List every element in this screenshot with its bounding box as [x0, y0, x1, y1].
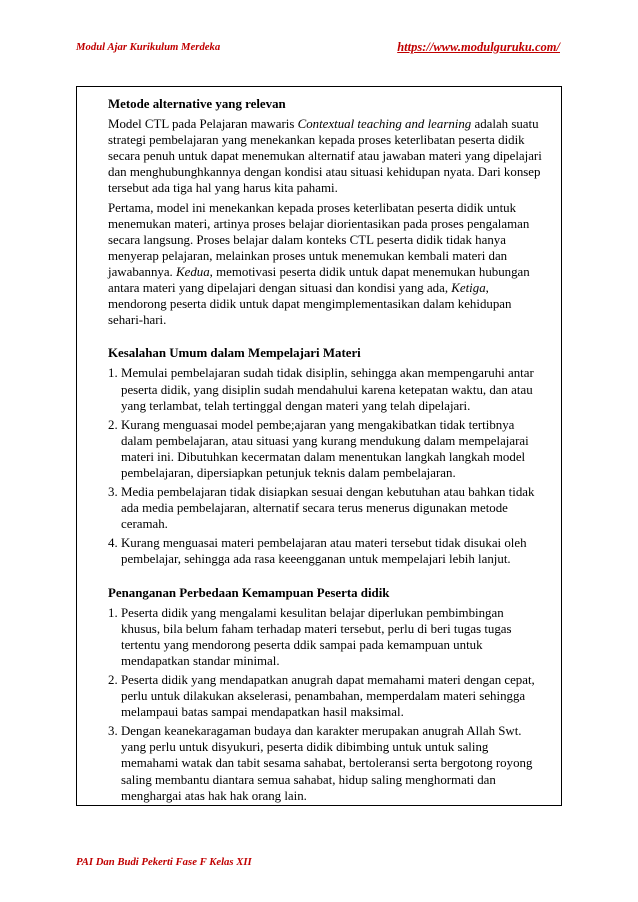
list-item	[108, 365, 543, 413]
text-line: saling membantu diantara semua sahabat, hidup saling menghormati dan	[121, 772, 496, 787]
module-title: Modul Ajar Kurikulum Merdeka	[76, 41, 221, 53]
content-section	[108, 345, 543, 567]
text-line: perlu untuk dilakukan akselerasi, penambahan, memperdalam materi sehingga	[121, 689, 526, 704]
section-heading: Metode alternative yang relevan	[108, 97, 286, 111]
text-line: Kurang menguasai model pembe;ajaran yang mengakibatkan tidak tertibnya	[121, 417, 515, 432]
text-run: Model CTL pada Pelajaran mawaris	[108, 117, 298, 132]
text-run: , memotivasi peserta didik untuk dapat menemukan hubungan	[209, 264, 530, 279]
text-line: Peserta didik yang mendapatkan anugrah dapat memahami materi dengan cepat,	[121, 673, 535, 687]
text-line: tertentu yang mendorong peserta ddik sampai pada kemampuan untuk	[121, 637, 483, 652]
text-line: ada media pembelajaran, alternatif secara terus menerus digunakan metode	[121, 501, 508, 516]
text-line: peserta didik, yang disiplin sudah mendahului karena ketepatan waktu, dan atau	[121, 382, 533, 397]
list-number: 2.	[108, 417, 118, 432]
list-item-text	[121, 417, 543, 481]
text-line: strategi pembelajaran yang menekankan kepada proses keterlibatan peserta didik	[108, 133, 525, 148]
text-line: sehari-hari.	[108, 313, 167, 328]
italic-term: Ketiga	[451, 281, 486, 296]
footer-subject: PAI Dan Budi Pekerti Fase F Kelas XII	[76, 856, 252, 868]
text-line: yang perlu untuk disyukuri, peserta didik dibimbing untuk untuk saling	[121, 740, 489, 755]
text-line: menghargai atas hak hak orang lain.	[121, 788, 307, 803]
paragraph	[108, 116, 543, 196]
italic-term: Contextual teaching and learning	[297, 117, 472, 132]
text-line: melampaui batas sampai mendapatkan hasil maksimal.	[121, 705, 404, 720]
section-heading: Kesalahan Umum dalam Mempelajari Materi	[108, 346, 361, 361]
italic-term: Kedua	[176, 264, 210, 279]
text-run: jawabannya.	[108, 264, 177, 279]
paragraph	[108, 200, 543, 329]
text-line: yang terlambat, telah tertinggal dengan materi yang telah dipelajari.	[121, 398, 471, 413]
text-line: pembelajaran, dipersiapkan petunjuk teknis dalam pembelajaran.	[121, 465, 456, 480]
list-item	[108, 672, 543, 720]
text-line: Kurang menguasai materi pembelajaran atau materi tersebut tidak disukai oleh	[121, 536, 527, 551]
list-number: 1.	[108, 605, 118, 620]
text-line: dan menghubunghkannya dengan kondisi atau situasi kehidupan nyata. Dari konsep	[108, 165, 541, 180]
list-item-text	[121, 484, 543, 532]
list-number: 2.	[108, 673, 118, 687]
text-line: menyerap pelajaran, melainkan proses untuk menemukan kembali materi dan	[108, 248, 508, 263]
text-line: Memulai pembelajaran sudah tidak disiplin, sehingga akan mempengaruhi antar	[121, 366, 534, 381]
list-number: 3.	[108, 485, 118, 500]
list-item	[108, 535, 543, 567]
text-run: ,	[485, 281, 489, 296]
text-line	[108, 116, 543, 132]
list-item-text	[121, 723, 543, 803]
text-line: pembelajar, sehingga ada rasa keeengganan untuk mempelajari lebih lanjut.	[121, 552, 511, 567]
text-line: memahami watak dan tabit sesama sahabat, bertoleransi serta bergotong royong	[121, 756, 533, 771]
text-line: secara langsung. Proses belajar dalam konteks CTL peserta didik tidak hanya	[108, 232, 506, 247]
content-section	[108, 96, 543, 328]
list-number: 3.	[108, 724, 118, 739]
content-section	[108, 585, 543, 804]
list-number: 1.	[108, 366, 118, 381]
section-heading: Penanganan Perbedaan Kemampuan Peserta didik	[108, 585, 390, 600]
list-item-text	[121, 365, 543, 413]
text-line	[108, 280, 543, 296]
text-line: dalam pembelajaran, atau situasi yang kurang mendukung dalam mempelajarai	[121, 433, 529, 448]
list-item-text	[121, 605, 543, 669]
list-item	[108, 484, 543, 532]
list-number: 4.	[108, 536, 118, 551]
text-line: Dengan keanekaragaman budaya dan karakter merupakan anugrah Allah Swt.	[121, 724, 522, 739]
text-run: adalah suatu	[471, 117, 539, 132]
website-link[interactable]: https://www.modulguruku.com/	[397, 40, 560, 54]
text-line: mendapatkan standar minimal.	[121, 653, 280, 668]
text-line: secara penuh untuk dapat menemukan alternatif atau jawaban materi yang dipelajari	[108, 149, 542, 164]
content-box	[76, 86, 562, 806]
text-line: Media pembelajaran tidak disiapkan sesuai dengan kebutuhan atau bahkan tidak	[121, 485, 535, 500]
text-line: mendorong peserta didik untuk dapat mengimplementasikan dalam kehidupan	[108, 297, 512, 312]
list-item	[108, 605, 543, 669]
text-line: ceramah.	[121, 517, 168, 532]
text-line: menemukan materi, artinya proses belajar diorientasikan pada proses pengalaman	[108, 216, 530, 231]
text-run: antara materi yang dipelajari dengan situasi dan kondisi yang ada,	[108, 281, 452, 296]
text-line: khusus, bila belum faham terhadap materi tersebut, perlu di beri tugas tugas	[121, 621, 512, 636]
text-line: Peserta didik yang mengalami kesulitan belajar diperlukan pembimbingan	[121, 605, 504, 620]
text-line	[108, 264, 543, 280]
text-line: materi ini. Dibutuhkan kecermatan dalam menentukan langkah langkah model	[121, 449, 526, 464]
list-item	[108, 723, 543, 803]
text-line: Pertama, model ini menekankan kepada proses keterlibatan peserta didik untuk	[108, 200, 517, 215]
list-item-text	[121, 672, 543, 720]
list-item-text	[121, 535, 543, 567]
list-item	[108, 417, 543, 481]
text-line: tersebut ada tiga hal yang harus kita pahami.	[108, 181, 338, 196]
